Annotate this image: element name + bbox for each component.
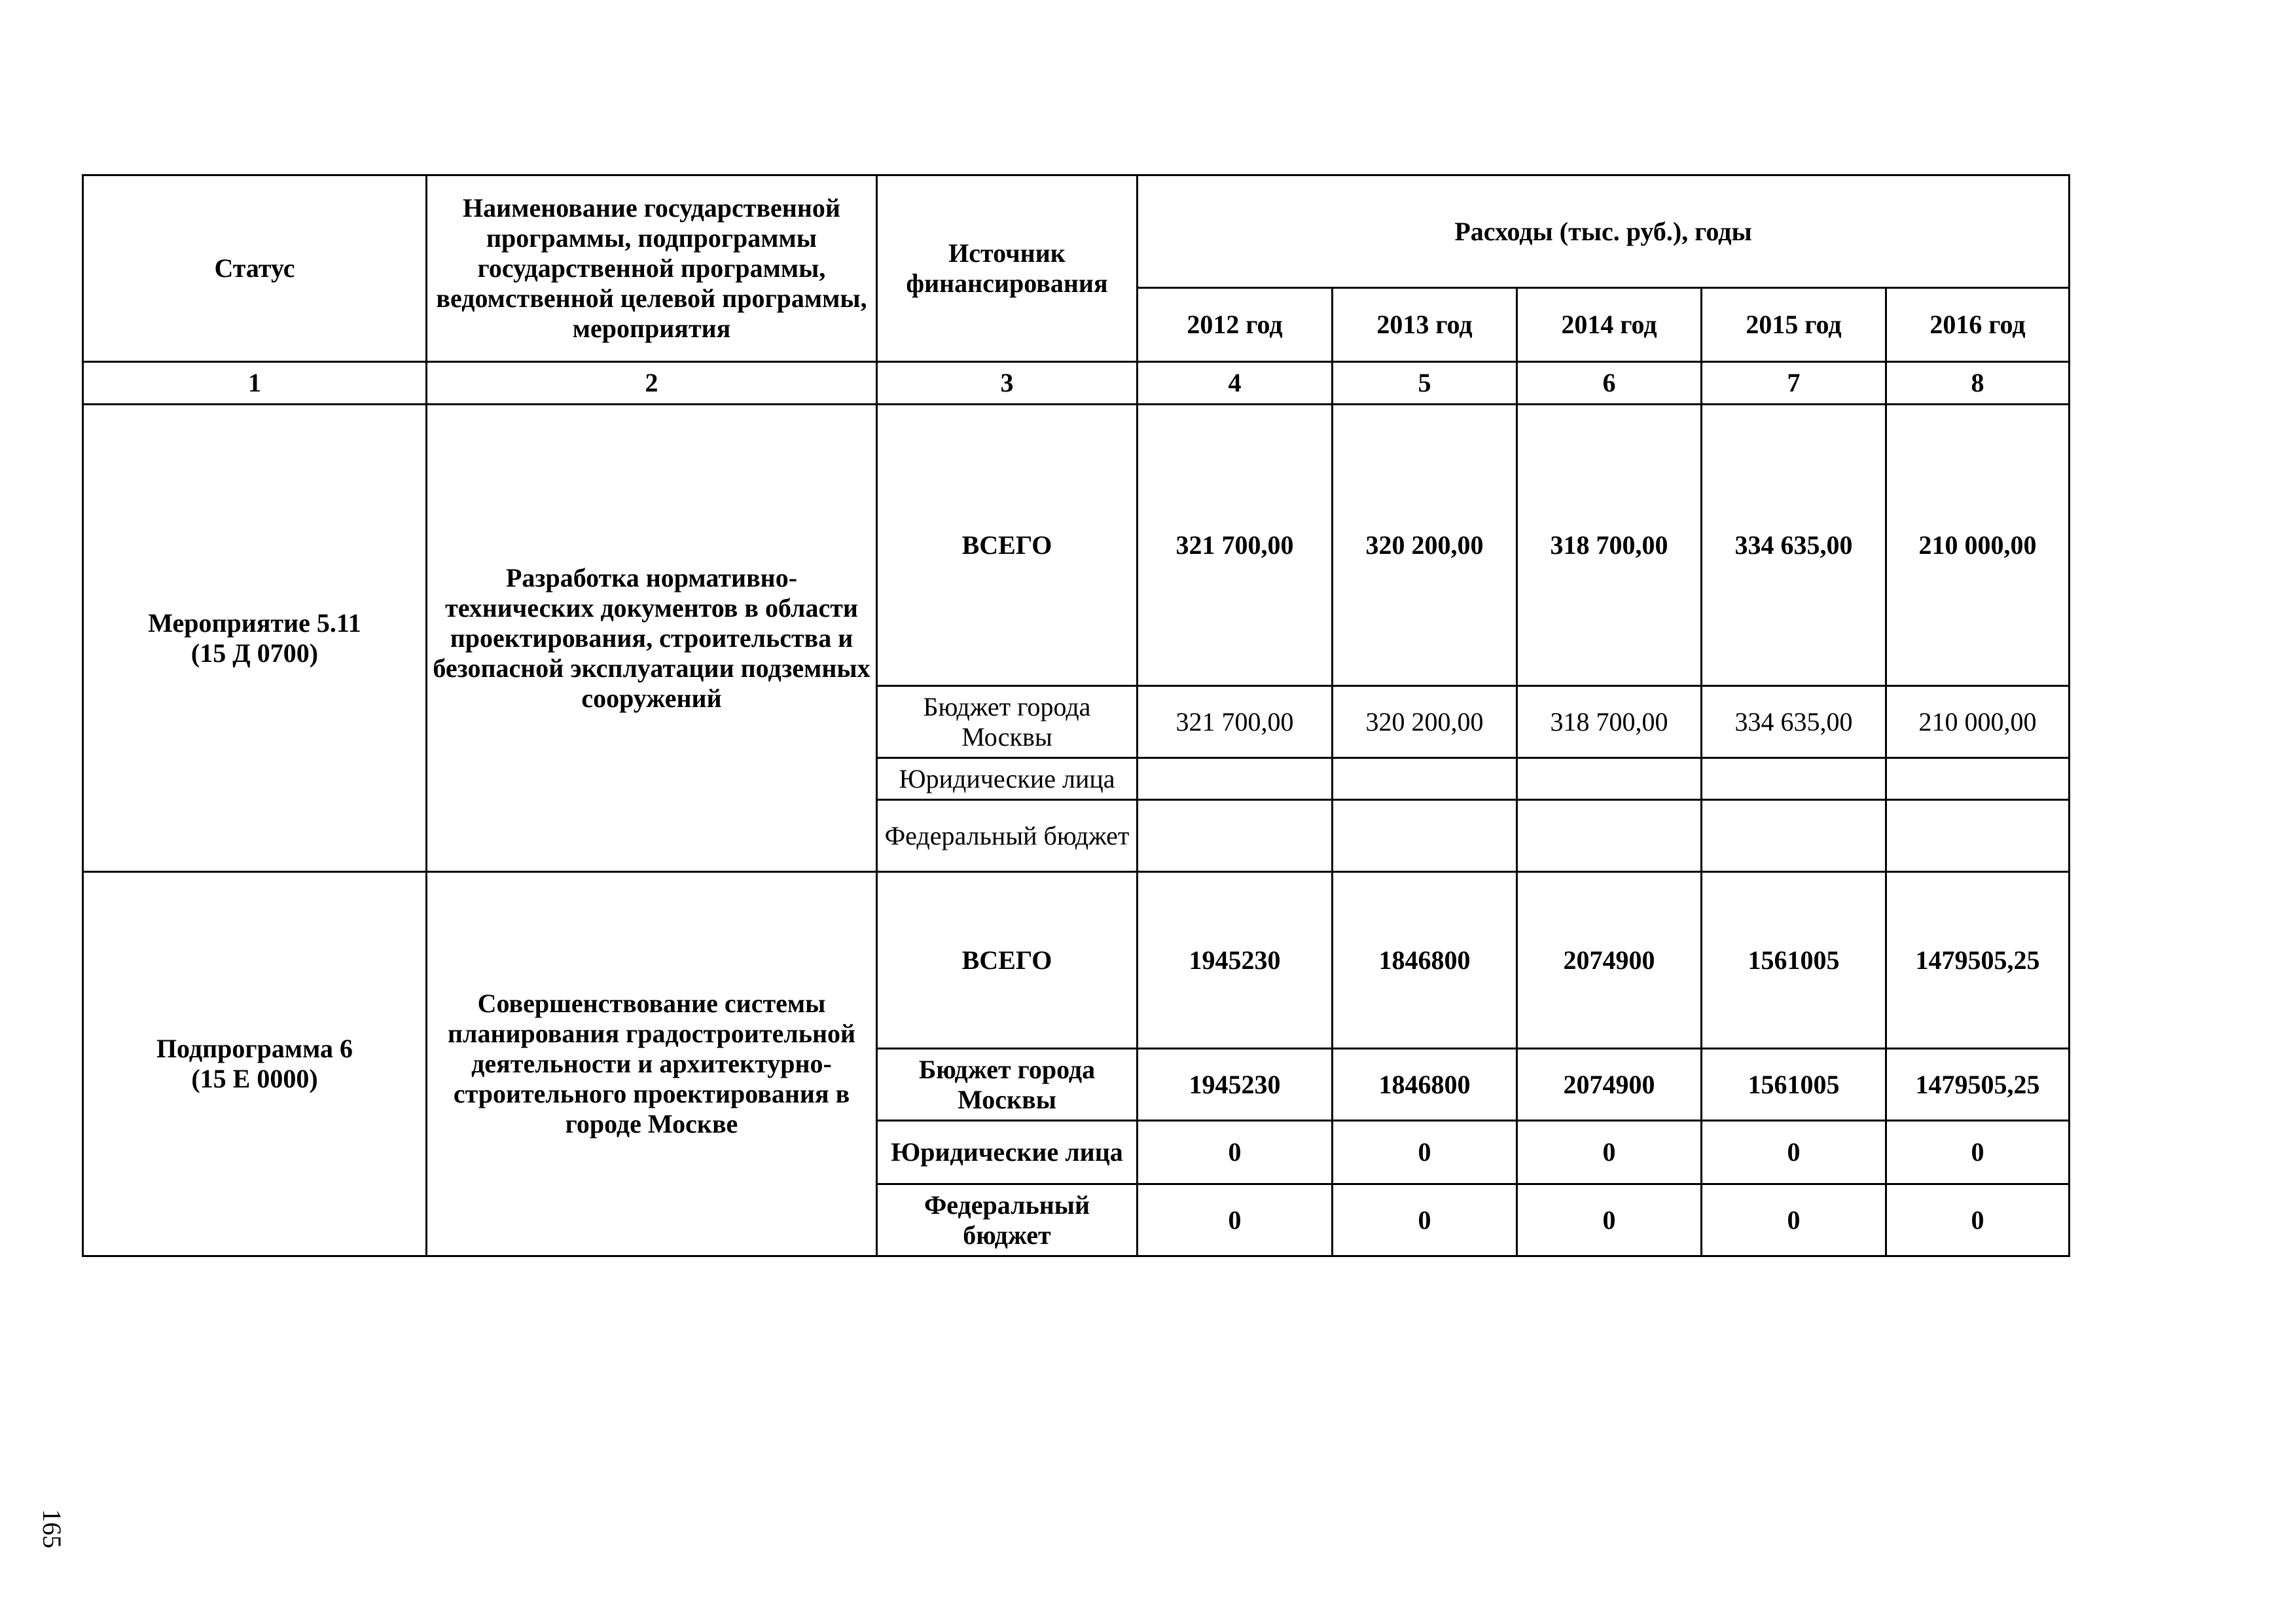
value-cell [1138, 758, 1333, 800]
source-label: ВСЕГО [877, 872, 1138, 1049]
value-cell: 334 635,00 [1702, 405, 1886, 686]
value-cell [1517, 800, 1702, 872]
table-row [83, 872, 2070, 1049]
table-row [83, 405, 2070, 686]
value-cell: 0 [1138, 1184, 1333, 1256]
value-cell [1886, 800, 2070, 872]
header-expenses: Расходы (тыс. руб.), годы [1138, 175, 2070, 288]
value-cell: 321 700,00 [1138, 405, 1333, 686]
value-cell [1886, 758, 2070, 800]
value-cell: 0 [1333, 1184, 1517, 1256]
column-number: 4 [1138, 362, 1333, 405]
page-number: 165 [37, 1509, 67, 1548]
header-source: Источник финансирования [877, 175, 1138, 362]
header-year-2016: 2016 год [1886, 288, 2070, 362]
column-number-row [83, 362, 2070, 405]
column-number: 8 [1886, 362, 2070, 405]
source-label: Юридические лица [877, 1121, 1138, 1184]
value-cell [1333, 758, 1517, 800]
value-cell: 0 [1333, 1121, 1517, 1184]
value-cell [1702, 758, 1886, 800]
source-label: Бюджет города Москвы [877, 1049, 1138, 1121]
value-cell: 0 [1886, 1121, 2070, 1184]
value-cell: 0 [1517, 1121, 1702, 1184]
value-cell: 1479505,25 [1886, 872, 2070, 1049]
value-cell: 1945230 [1138, 1049, 1333, 1121]
value-cell: 0 [1702, 1121, 1886, 1184]
row-status: Подпрограмма 6 (15 Е 0000) [83, 872, 427, 1256]
row-name: Разработка нормативно-технических документов в области проектирования, строительства и безопасной эксплуатации подземных сооружений [427, 405, 877, 872]
value-cell [1333, 800, 1517, 872]
value-cell: 2074900 [1517, 872, 1702, 1049]
value-cell [1517, 758, 1702, 800]
source-label: Бюджет города Москвы [877, 686, 1138, 758]
value-cell: 320 200,00 [1333, 405, 1517, 686]
column-number: 2 [427, 362, 877, 405]
column-number: 1 [83, 362, 427, 405]
column-number: 7 [1702, 362, 1886, 405]
value-cell: 0 [1702, 1184, 1886, 1256]
column-number: 3 [877, 362, 1138, 405]
value-cell: 1479505,25 [1886, 1049, 2070, 1121]
header-name: Наименование государственной программы, подпрограммы государственной программы, ведомственной целевой программы, мероприятия [427, 175, 877, 362]
value-cell: 334 635,00 [1702, 686, 1886, 758]
value-cell: 1945230 [1138, 872, 1333, 1049]
value-cell: 1561005 [1702, 1049, 1886, 1121]
value-cell: 0 [1886, 1184, 2070, 1256]
value-cell: 318 700,00 [1517, 405, 1702, 686]
header-status: Статус [83, 175, 427, 362]
budget-table [82, 174, 2070, 1257]
column-number: 6 [1517, 362, 1702, 405]
value-cell: 0 [1138, 1121, 1333, 1184]
header-year-2012: 2012 год [1138, 288, 1333, 362]
value-cell: 1846800 [1333, 1049, 1517, 1121]
value-cell: 321 700,00 [1138, 686, 1333, 758]
value-cell: 320 200,00 [1333, 686, 1517, 758]
value-cell: 210 000,00 [1886, 686, 2070, 758]
header-year-2014: 2014 год [1517, 288, 1702, 362]
value-cell [1702, 800, 1886, 872]
value-cell: 1561005 [1702, 872, 1886, 1049]
source-label: Федеральный бюджет [877, 1184, 1138, 1256]
header-year-2015: 2015 год [1702, 288, 1886, 362]
value-cell: 318 700,00 [1517, 686, 1702, 758]
source-label: Федеральный бюджет [877, 800, 1138, 872]
header-year-2013: 2013 год [1333, 288, 1517, 362]
value-cell: 210 000,00 [1886, 405, 2070, 686]
source-label: ВСЕГО [877, 405, 1138, 686]
row-name: Совершенствование системы планирования градостроительной деятельности и архитектурно-строительного проектирования в городе Москве [427, 872, 877, 1256]
value-cell: 2074900 [1517, 1049, 1702, 1121]
value-cell: 0 [1517, 1184, 1702, 1256]
source-label: Юридические лица [877, 758, 1138, 800]
column-number: 5 [1333, 362, 1517, 405]
value-cell: 1846800 [1333, 872, 1517, 1049]
value-cell [1138, 800, 1333, 872]
header-row-1 [83, 175, 2070, 288]
row-status: Мероприятие 5.11 (15 Д 0700) [83, 405, 427, 872]
